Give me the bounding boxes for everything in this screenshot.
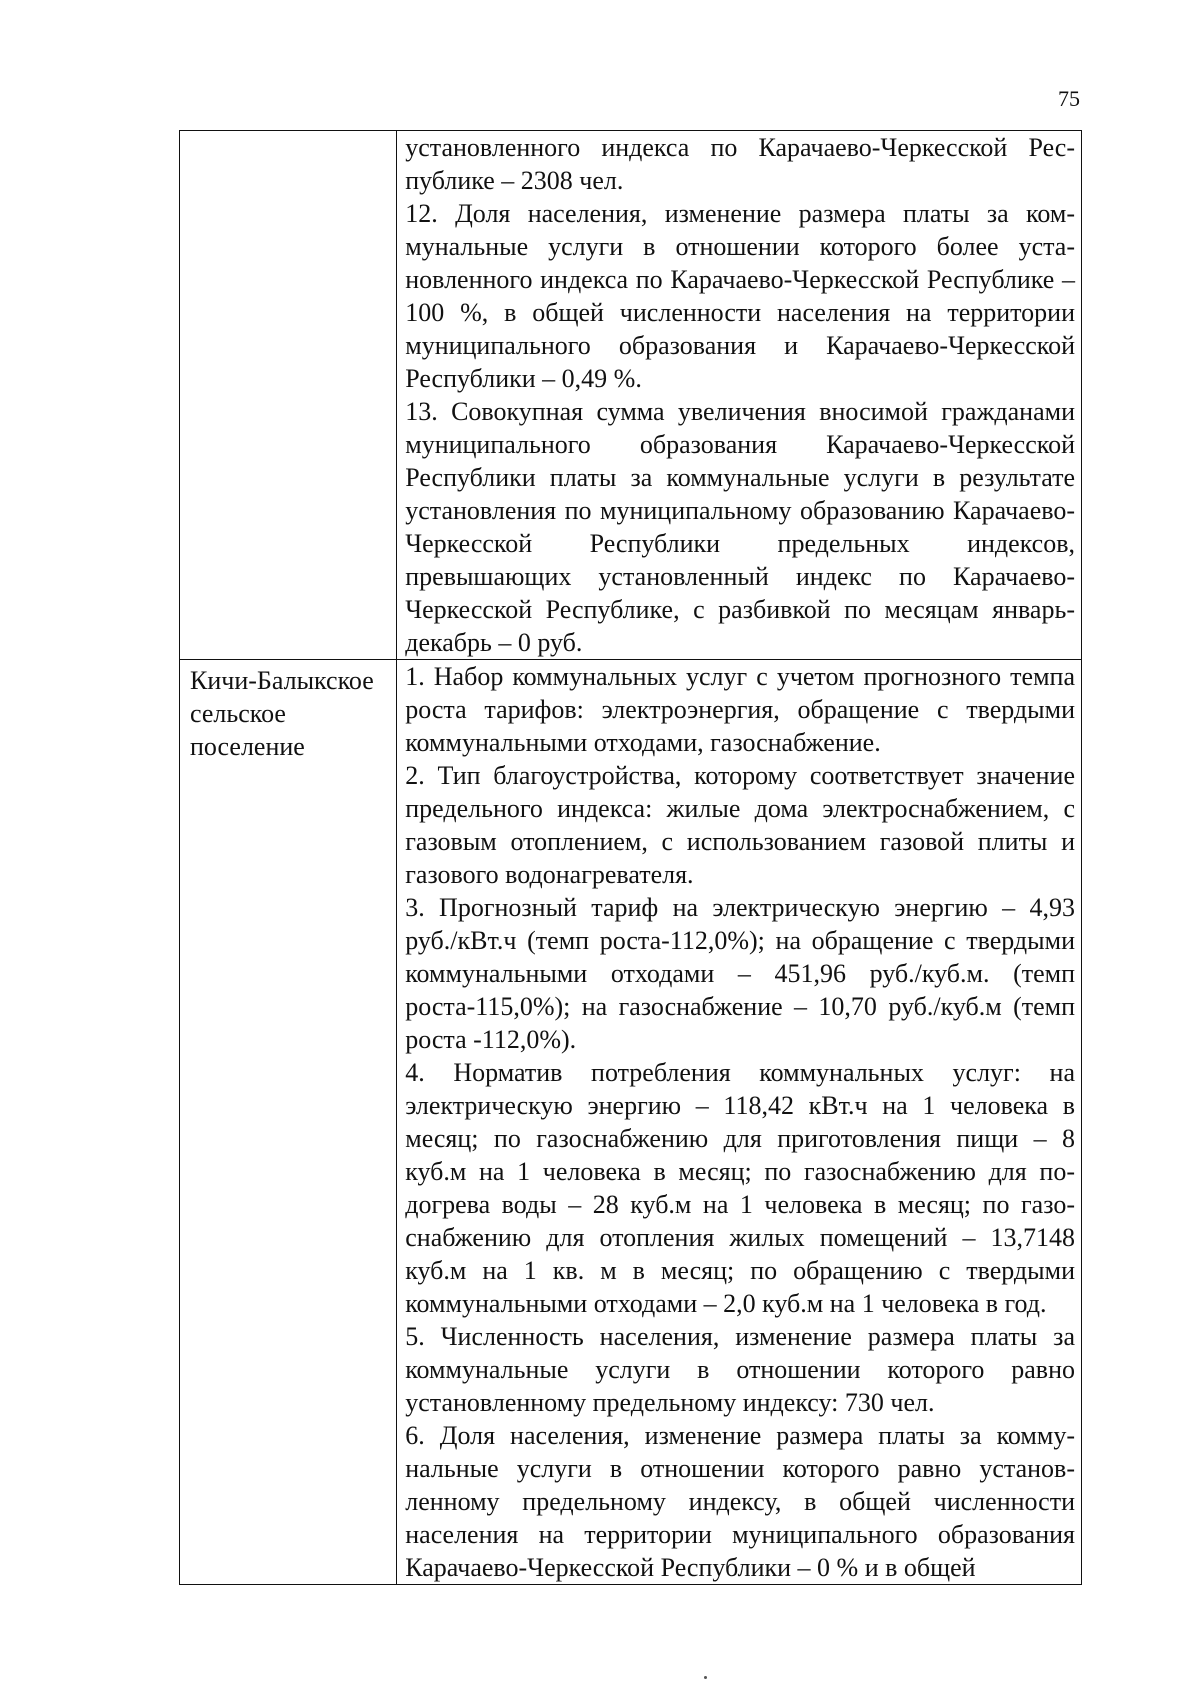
indicator-paragraph: 4. Норматив потребления коммунальных услуг: на электрическую энергию – 118,42 кВт.ч на 1 человека в месяц; по газоснабжению для приготовления пищи – 8 куб.м на 1 человека в месяц; по газоснабжению для подогрева воды – 28 куб.м на 1 человека в месяц; по газоснабжению для отопления жилых помещений – 13,7148 куб.м на 1 кв. м в месяц; по обращению с твердыми коммунальными отходами – 2,0 куб.м на 1 человека в год. xyxy=(405,1058,1075,1318)
indicator-paragraph: 2. Тип благоустройства, которому соответствует значение предельного индекса: жилые дома электроснабжением, с газовым отоплением, с использованием газовой плиты и газового водонагревателя. xyxy=(405,761,1075,889)
tariff-index-table xyxy=(179,130,1082,1585)
municipality-cell xyxy=(180,131,397,660)
indicators-cell xyxy=(397,660,1082,1585)
table-row xyxy=(180,660,1082,1585)
indicator-paragraph: 5. Численность населения, изменение размера платы за коммунальные услуги в отношении которого равно установленному предельному индексу: 730 чел. xyxy=(405,1322,1075,1417)
indicator-paragraph: 3. Прогнозный тариф на электрическую энергию – 4,93 руб./кВт.ч (темп роста-112,0%); на обращение с твердыми коммунальными отходами – 451,96 руб./куб.м. (темп роста-115,0%); на газоснабжение – 10,70 руб./куб.м (темп роста -112,0%). xyxy=(405,893,1075,1054)
indicator-paragraph: 6. Доля населения, изменение размера платы за коммунальные услуги в отношении которого равно установленному предельному индексу, в общей численности населения на территории муниципального образования Карачаево-Черкесской Республики – 0 % и в общей xyxy=(405,1421,1075,1582)
indicator-paragraph: 12. Доля населения, изменение размера платы за коммунальные услуги в отношении которого более установленного индекса по Карачаево-Черкесской Республике – 100 %, в общей численности населения на территории муниципального образования и Карачаево-Черкесской Республики – 0,49 %. xyxy=(405,199,1075,393)
municipality-name xyxy=(180,131,396,135)
indicator-paragraph: 13. Совокупная сумма увеличения вносимой гражданами муниципального образования Карачаево-Черкесской Республики платы за коммунальные услуги в результате установления по муниципальному образованию Карачаево-Черкесской Республики предельных индексов, превышающих установленный индекс по Карачаево-Черкесской Республике, с разбивкой по месяцам январь-декабрь – 0 руб. xyxy=(405,397,1075,657)
municipality-cell xyxy=(180,660,397,1585)
indicator-paragraph: 1. Набор коммунальных услуг с учетом прогнозного темпа роста тарифов: электроэнергия, обращение с твердыми коммунальными отходами, газоснабжение. xyxy=(405,662,1075,757)
table-row xyxy=(180,131,1082,660)
indicators-cell xyxy=(397,131,1082,660)
municipality-name: Кичи-Балыкское сельское поселение xyxy=(190,666,374,761)
page-number: 75 xyxy=(1058,86,1080,111)
indicator-paragraph: установленного индекса по Карачаево-Черкесской Республике – 2308 чел. xyxy=(405,133,1075,195)
scan-speck xyxy=(704,1676,707,1679)
